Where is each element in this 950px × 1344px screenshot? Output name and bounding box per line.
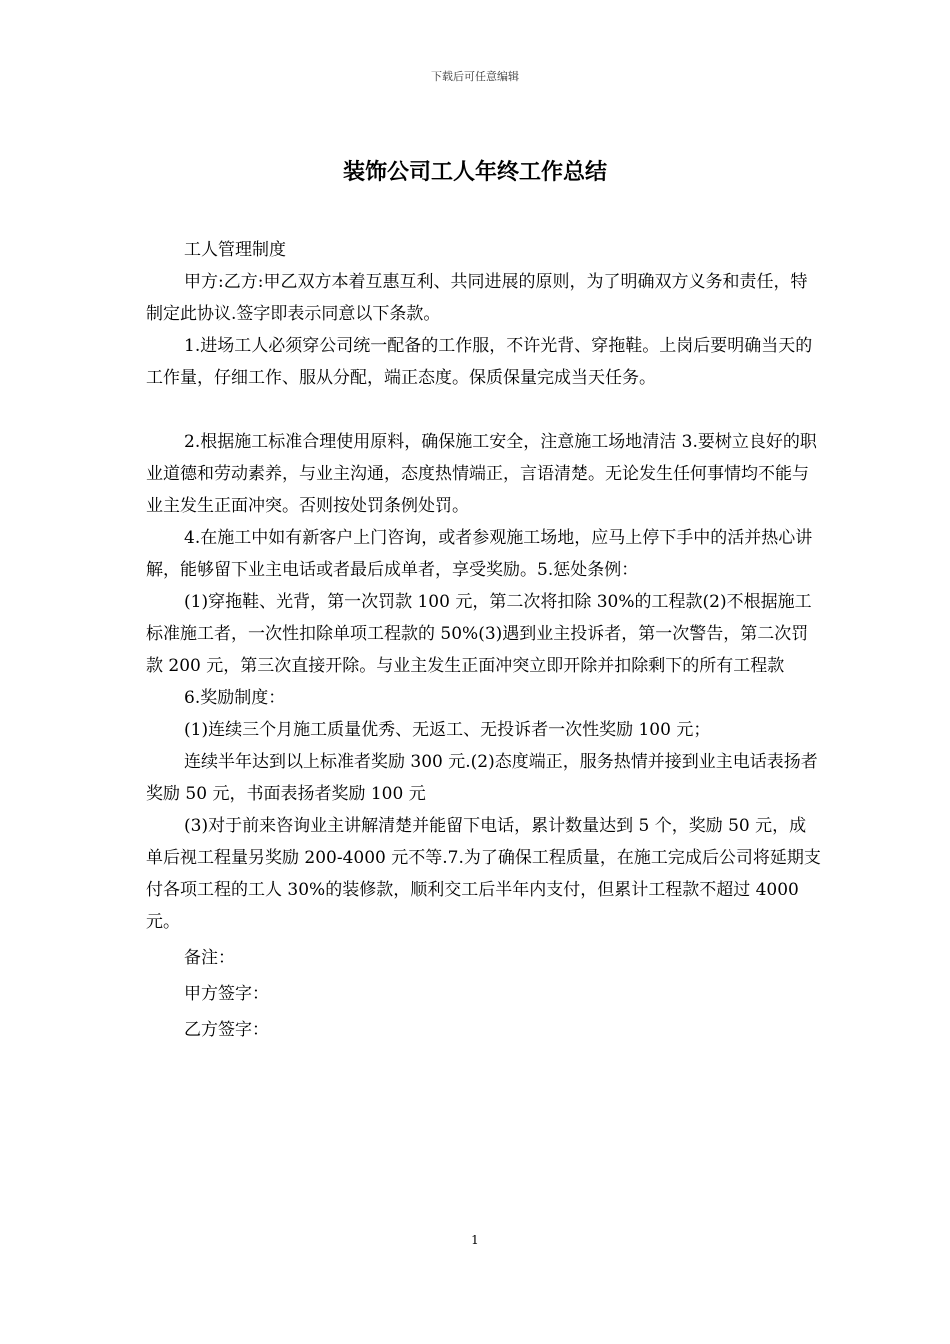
paragraph-reward-1: (1)连续三个月施工质量优秀、无返工、无投诉者一次性奖励 100 元； [184, 720, 711, 740]
paragraph-clause-4-5: 4.在施工中如有新客户上门咨询，或者参观施工场地，应马上停下手中的活并热心讲解，能够留下业主电话或者最后成单者，享受奖励。5.惩处条例： [146, 528, 813, 580]
paragraph-intro: 甲方:乙方:甲乙双方本着互惠互利、共同进展的原则，为了明确双方义务和责任，特制定此协议.签字即表示同意以下条款。 [146, 272, 808, 324]
paragraph-penalties: (1)穿拖鞋、光背，第一次罚款 100 元，第二次将扣除 30%的工程款(2)不根据施工标准施工者，一次性扣除单项工程款的 50%(3)遇到业主投诉者，第一次警告，第二次罚款 200 元，第三次直接开除。与业主发生正面冲突立即开除并扣除剩下的所有工程款 [146, 592, 812, 676]
document-body [146, 234, 822, 1046]
paragraph-rewards-heading: 6.奖励制度： [184, 688, 286, 708]
paragraph-reward-2: 连续半年达到以上标准者奖励 300 元.(2)态度端正，服务热情并接到业主电话表扬者奖励 50 元，书面表扬者奖励 100 元 [146, 752, 818, 804]
document-title: 装饰公司工人年终工作总结 [342, 160, 607, 185]
paragraph-clause-2-3: 2.根据施工标准合理使用原料，确保施工安全，注意施工场地清洁 3.要树立良好的职业道德和劳动素养，与业主沟通，态度热情端正，言语清楚。无论发生任何事情均不能与业主发生正面冲突。否则按处罚条例处罚。 [146, 432, 817, 516]
remarks-label: 备注： [184, 948, 235, 968]
page-number: 1 [471, 1233, 479, 1247]
party-a-signature: 甲方签字： [184, 984, 269, 1004]
page-header-note: 下载后可任意编辑 [431, 70, 519, 83]
party-b-signature: 乙方签字： [184, 1020, 269, 1040]
section-heading: 工人管理制度 [184, 240, 286, 260]
paragraph-clause-1: 1.进场工人必须穿公司统一配备的工作服，不许光背、穿拖鞋。上岗后要明确当天的工作量，仔细工作、服从分配，端正态度。保质保量完成当天任务。 [146, 336, 813, 388]
paragraph-reward-3: (3)对于前来咨询业主讲解清楚并能留下电话，累计数量达到 5 个，奖励 50 元，成单后视工程量另奖励 200-4000 元不等.7.为了确保工程质量，在施工完成后公司将延期支付各项工程的工人 30%的装修款，顺利交工后半年内支付，但累计工程款不超过 4000 元。 [146, 816, 821, 932]
